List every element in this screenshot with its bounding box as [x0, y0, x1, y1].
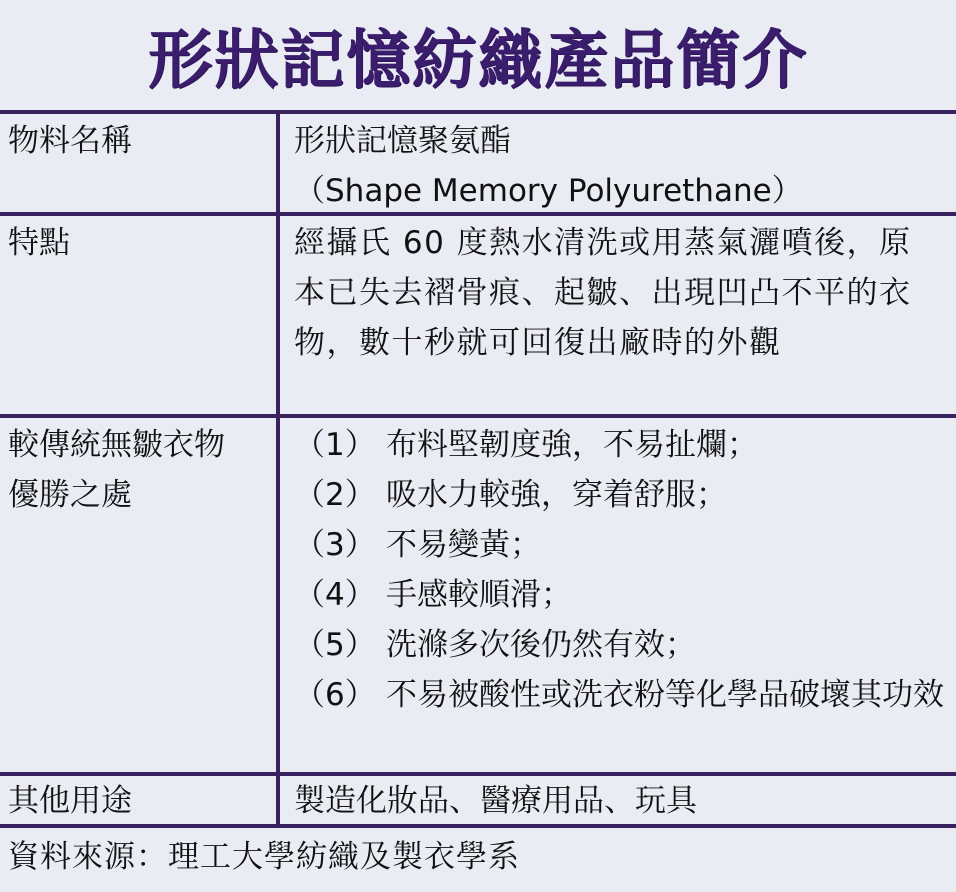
advantage-number: （6）	[294, 677, 376, 713]
advantage-number: （3）	[294, 527, 376, 563]
other-uses-label: 其他用途	[8, 783, 132, 819]
advantage-item	[294, 670, 944, 720]
advantage-text: 不易被酸性或洗衣粉等化學品破壞其功效	[386, 677, 944, 713]
advantages-label-line1: 較傳統無皺衣物	[8, 427, 225, 463]
advantage-text: 洗滌多次後仍然有效；	[386, 627, 696, 663]
advantage-text: 手感較順滑；	[386, 577, 572, 613]
advantage-text: 布料堅韌度強，不易扯爛；	[386, 427, 758, 463]
other-uses-value: 製造化妝品、醫療用品、玩具	[294, 783, 697, 819]
row-divider-features	[0, 414, 956, 418]
source-note: 資料來源：理工大學紡織及製衣學系	[8, 839, 520, 875]
advantages-label-line2: 優勝之處	[8, 477, 132, 513]
advantage-item	[294, 570, 944, 620]
advantage-item	[294, 420, 944, 470]
features-label: 特點	[8, 225, 70, 261]
advantage-text: 不易變黃；	[386, 527, 541, 563]
table-top-rule	[0, 110, 956, 114]
material-value-chinese: 形狀記憶聚氨酯	[294, 123, 511, 159]
advantage-number: （1）	[294, 427, 376, 463]
page-title: 形狀記憶紡織產品簡介	[148, 24, 808, 98]
advantages-list	[294, 420, 944, 720]
advantage-number: （2）	[294, 477, 376, 513]
material-label: 物料名稱	[8, 123, 132, 159]
advantage-number: （4）	[294, 577, 376, 613]
material-value-english: （Shape Memory Polyurethane）	[294, 173, 803, 209]
advantage-text: 吸水力較強，穿着舒服；	[386, 477, 727, 513]
features-value: 經攝氏 60 度熱水清洗或用蒸氣灑噴後，原本已失去褶骨痕、起皺、出現凹凸不平的衣物，數十秒就可回復出廠時的外觀	[294, 225, 912, 361]
advantage-item	[294, 470, 944, 520]
material-value	[294, 116, 944, 216]
advantage-item	[294, 520, 944, 570]
advantages-label	[8, 420, 225, 520]
advantage-item	[294, 620, 944, 670]
advantage-number: （5）	[294, 627, 376, 663]
column-divider	[276, 112, 280, 826]
